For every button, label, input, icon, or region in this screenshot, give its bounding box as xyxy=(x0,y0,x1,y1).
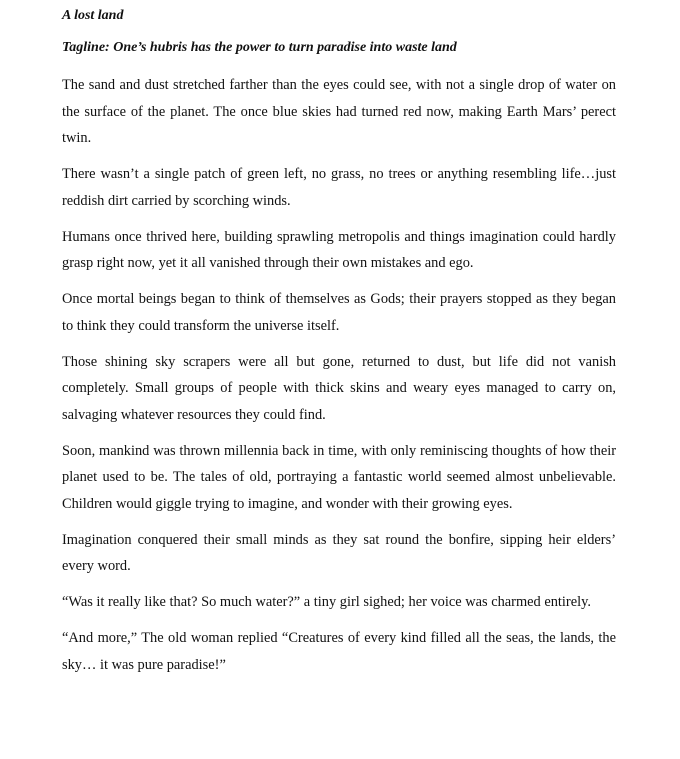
paragraph: There wasn’t a single patch of green left, no grass, no trees or anything resembling life…just reddish dirt carried by scorching winds. xyxy=(62,166,616,209)
paragraph: Once mortal beings began to think of themselves as Gods; their prayers stopped as they began to think they could transform the universe itself. xyxy=(62,291,616,334)
document-tagline: Tagline: One’s hubris has the power to turn paradise into waste land xyxy=(62,40,457,55)
paragraph: The sand and dust stretched farther than the eyes could see, with not a single drop of water on the surface of the planet. The once blue skies had turned red now, making Earth Mars’ perect twin. xyxy=(62,77,616,146)
paragraph: “Was it really like that? So much water?” a tiny girl sighed; her voice was charmed entirely. xyxy=(62,594,591,610)
paragraph: Soon, mankind was thrown millennia back in time, with only reminiscing thoughts of how their planet used to be. The tales of old, portraying a fantastic world seemed almost unbelievable. Children would giggle trying to imagine, and wonder with their growing eyes. xyxy=(62,442,616,512)
document-title: A lost land xyxy=(62,8,124,23)
paragraph: Humans once thrived here, building sprawling metropolis and things imagination could hardly grasp right now, yet it all vanished through their own mistakes and ego. xyxy=(62,228,616,271)
paragraph: Imagination conquered their small minds as they sat round the bonfire, sipping heir elders’ every word. xyxy=(62,531,616,574)
paragraph: “And more,” The old woman replied “Creatures of every kind filled all the seas, the lands, the sky… it was pure paradise!” xyxy=(62,630,616,673)
paragraph: Those shining sky scrapers were all but gone, returned to dust, but life did not vanish completely. Small groups of people with thick skins and weary eyes managed to carry on, salvaging whatever resources they could find. xyxy=(62,353,616,423)
